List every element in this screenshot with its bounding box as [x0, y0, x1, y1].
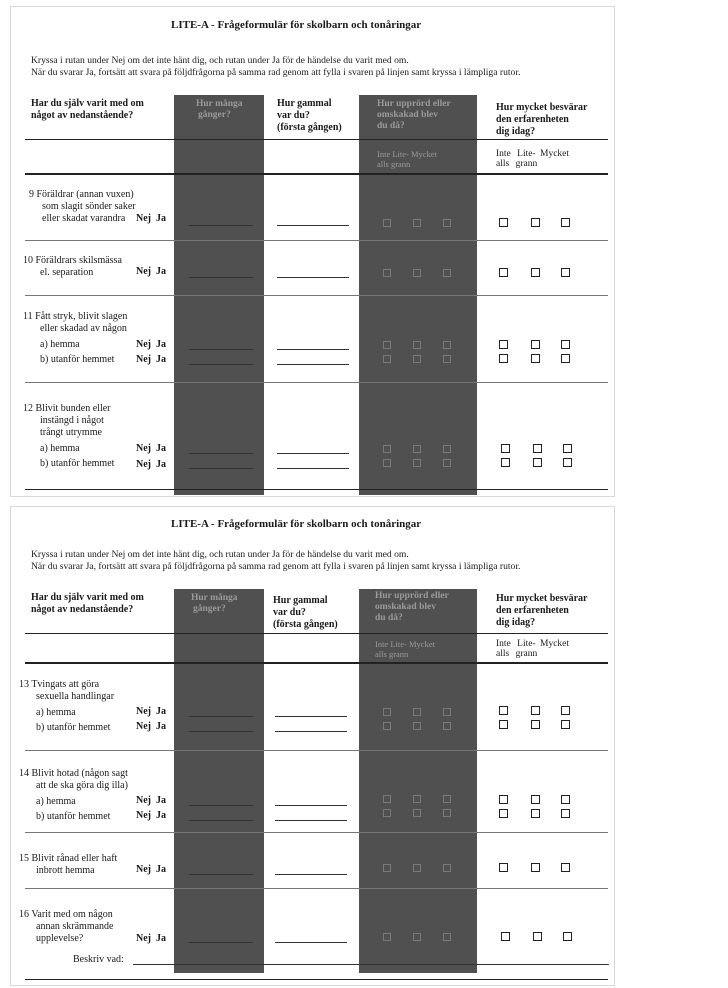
scale-label: Lite- [517, 149, 536, 159]
question-line: sexuella handlingar [36, 691, 115, 702]
nej-label: Nej [136, 339, 151, 350]
question-line: a) hemma [40, 339, 80, 350]
q11a-times-line[interactable] [189, 349, 253, 350]
question-line: annan skrämmande [36, 921, 114, 932]
header-divider-thick [25, 173, 608, 175]
question-line: 15 Blivit rånad eller haft [19, 853, 118, 864]
header-divider [25, 139, 608, 140]
scale-label: alls [377, 159, 389, 169]
ja-label: Ja [156, 443, 166, 454]
ja-label: Ja [156, 706, 166, 717]
q14b-upset-checkbox[interactable] [413, 809, 421, 817]
header-line: den erfarenheten [496, 114, 569, 125]
ja-label: Ja [156, 795, 166, 806]
q10-age-line[interactable] [277, 277, 349, 278]
q9-bother-checkbox[interactable] [561, 218, 570, 227]
question-line: a) hemma [36, 707, 76, 718]
nej-label: Nej [136, 864, 151, 875]
question-line: 14 Blivit hotad (någon sagt [19, 768, 128, 779]
scale-label: alls [496, 649, 510, 659]
shaded-column-times [174, 589, 264, 973]
header-line: omskakad blev [377, 110, 438, 120]
q14a-bother-checkbox[interactable] [499, 795, 508, 804]
q12a-bother-checkbox[interactable] [533, 444, 542, 453]
ja-label: Ja [156, 864, 166, 875]
q12b-bother-checkbox[interactable] [533, 458, 542, 467]
nej-label: Nej [136, 354, 151, 365]
q13b-bother-checkbox[interactable] [531, 720, 540, 729]
q14b-bother-checkbox[interactable] [531, 809, 540, 818]
nej-label: Nej [136, 795, 151, 806]
question-line: b) utanför hemmet [36, 722, 111, 733]
question-line: 13 Tvingats att göra [19, 679, 100, 690]
question-line: upplevelse? [36, 933, 84, 944]
q12a-nej-ja [136, 443, 166, 454]
q14b-upset-checkbox[interactable] [383, 809, 391, 817]
ja-label: Ja [156, 354, 166, 365]
header-line: Hur mycket besvärar [496, 102, 588, 113]
q9-bother-checkbox[interactable] [499, 218, 508, 227]
q15-upset-checkbox[interactable] [443, 864, 451, 872]
q15-upset-checkbox[interactable] [413, 864, 421, 872]
q9-nej-ja [136, 213, 166, 224]
header-line: var du? [277, 110, 310, 121]
header-line: något av nedanstående? [31, 110, 134, 121]
q15-times-line[interactable] [189, 874, 253, 875]
q11b-upset-checkbox[interactable] [383, 355, 391, 363]
scale-label: Lite- [517, 639, 536, 649]
q11a-upset-checkbox[interactable] [413, 341, 421, 349]
q13a-age-line[interactable] [275, 716, 347, 717]
ja-label: Ja [156, 339, 166, 350]
q14a-bother-checkbox[interactable] [531, 795, 540, 804]
q15-bother-checkbox[interactable] [531, 863, 540, 872]
q9-times-line[interactable] [189, 225, 253, 226]
q14b-bother-checkbox[interactable] [561, 809, 570, 818]
question-9-text [29, 189, 136, 225]
q13b-bother-checkbox[interactable] [561, 720, 570, 729]
scale-label: Mycket [540, 149, 570, 159]
row-divider [25, 832, 608, 833]
question-15-text [19, 853, 117, 877]
header-bother-today [496, 102, 587, 138]
header-line: Hur många [196, 99, 243, 109]
q14b-bother-checkbox[interactable] [499, 809, 508, 818]
questionnaire-page-2 [10, 506, 615, 986]
scale-label: Mycket [411, 149, 437, 159]
nej-label: Nej [136, 706, 151, 717]
form-title: LITE-A - Frågeformulär för skolbarn och tonåringar [171, 518, 422, 530]
q11b-upset-checkbox[interactable] [413, 355, 421, 363]
instruction-line-2: När du svarar Ja, fortsätt att svara på följdfrågorna på samma rad genom att fylla i svaren på linjen samt kryssa i lämpliga rutor. [31, 67, 521, 78]
scale-label: Mycket [540, 639, 570, 649]
header-line: något av nedanstående? [31, 604, 134, 615]
q16-nej-ja [136, 933, 166, 944]
q11b-bother-checkbox[interactable] [531, 354, 540, 363]
q16-upset-checkbox[interactable] [383, 933, 391, 941]
q13a-bother-checkbox[interactable] [531, 706, 540, 715]
q12b-bother-checkbox[interactable] [563, 458, 572, 467]
q11a-bother-checkbox[interactable] [499, 340, 508, 349]
q10-upset-checkbox[interactable] [443, 269, 451, 277]
question-line: 11 Fått stryk, blivit slagen [23, 311, 128, 322]
q16-upset-checkbox[interactable] [443, 933, 451, 941]
nej-label: Nej [136, 933, 151, 944]
bother-scale-labels [496, 149, 569, 169]
question-line: 12 Blivit bunden eller [23, 403, 111, 414]
question-16-text [19, 909, 113, 945]
row-divider [25, 382, 608, 383]
header-line: Har du själv varit med om [31, 592, 144, 603]
q11b-bother-checkbox[interactable] [561, 354, 570, 363]
q13a-bother-checkbox[interactable] [561, 706, 570, 715]
header-how-many [191, 593, 238, 615]
ja-label: Ja [156, 266, 166, 277]
scale-label: grann [390, 159, 411, 169]
question-12-text [23, 403, 114, 470]
q14b-upset-checkbox[interactable] [443, 809, 451, 817]
scale-label: Inte [377, 149, 391, 159]
scale-label: Lite- [390, 639, 407, 649]
footer-divider [25, 489, 608, 490]
scale-label: Inte [496, 639, 511, 649]
q9-bother-checkbox[interactable] [531, 218, 540, 227]
scale-label: alls [375, 649, 387, 659]
q14b-age-line[interactable] [275, 820, 347, 821]
q10-bother-checkbox[interactable] [499, 268, 508, 277]
ja-label: Ja [156, 459, 166, 470]
q9-upset-checkbox[interactable] [383, 219, 391, 227]
question-line: att de ska göra dig illa) [36, 780, 128, 791]
q11b-upset-checkbox[interactable] [443, 355, 451, 363]
q13a-upset-checkbox[interactable] [413, 708, 421, 716]
q15-upset-checkbox[interactable] [383, 864, 391, 872]
header-line: gånger? [193, 604, 226, 614]
q11a-bother-checkbox[interactable] [531, 340, 540, 349]
q14a-times-line[interactable] [189, 805, 253, 806]
header-line: Hur gammal [273, 595, 328, 606]
header-line: (första gången) [273, 619, 338, 630]
header-how-old [277, 98, 342, 134]
header-line: omskakad blev [375, 602, 436, 612]
q15-bother-checkbox[interactable] [499, 863, 508, 872]
q10-upset-checkbox[interactable] [383, 269, 391, 277]
header-line: Hur mycket besvärar [496, 593, 588, 604]
describe-line[interactable] [133, 964, 609, 965]
q12b-upset-checkbox[interactable] [413, 459, 421, 467]
header-line: du då? [375, 613, 403, 623]
header-bother-today [496, 593, 587, 629]
q15-nej-ja [136, 864, 166, 875]
q9-upset-checkbox[interactable] [413, 219, 421, 227]
q13b-nej-ja [136, 721, 166, 732]
nej-label: Nej [136, 213, 151, 224]
q12b-upset-checkbox[interactable] [443, 459, 451, 467]
q13a-upset-checkbox[interactable] [383, 708, 391, 716]
question-line: el. separation [40, 267, 94, 278]
q12b-times-line[interactable] [189, 468, 253, 469]
q11a-upset-checkbox[interactable] [383, 341, 391, 349]
question-line: eller skadat varandra [42, 213, 126, 224]
q11a-nej-ja [136, 339, 166, 350]
row-divider [25, 295, 608, 296]
scale-label: alls [496, 159, 510, 169]
question-line: trångt utrymme [40, 427, 102, 438]
q9-age-line[interactable] [277, 225, 349, 226]
scale-label: Lite- [392, 149, 409, 159]
scale-label: Inte [375, 639, 389, 649]
header-how-many [196, 99, 243, 121]
q14a-age-line[interactable] [275, 805, 347, 806]
q14a-nej-ja [136, 795, 166, 806]
q13a-nej-ja [136, 706, 166, 717]
header-divider-thick [25, 662, 608, 664]
instruction-line-1: Kryssa i rutan under Nej om det inte hänt dig, och rutan under Ja för de händelse du varit med om. [31, 549, 409, 560]
header-line: var du? [273, 607, 306, 618]
q16-bother-checkbox[interactable] [563, 932, 572, 941]
q13a-bother-checkbox[interactable] [499, 706, 508, 715]
ja-label: Ja [156, 213, 166, 224]
question-line: eller skadad av någon [40, 323, 127, 334]
header-line: (första gången) [277, 122, 342, 133]
question-line: 10 Föräldrars skilsmässa [23, 255, 122, 266]
question-line: 9 Föräldrar (annan vuxen) [29, 189, 134, 200]
q12a-bother-checkbox[interactable] [501, 444, 510, 453]
q14a-upset-checkbox[interactable] [413, 795, 421, 803]
q14a-upset-checkbox[interactable] [383, 795, 391, 803]
ja-label: Ja [156, 810, 166, 821]
question-line: 16 Varit med om någon [19, 909, 113, 920]
q13b-upset-checkbox[interactable] [443, 722, 451, 730]
q12a-times-line[interactable] [189, 453, 253, 454]
question-line: som slagit sönder saker [42, 201, 136, 212]
q11b-nej-ja [136, 354, 166, 365]
question-line: a) hemma [36, 796, 76, 807]
q13b-age-line[interactable] [275, 731, 347, 732]
q14a-bother-checkbox[interactable] [561, 795, 570, 804]
q16-bother-checkbox[interactable] [501, 932, 510, 941]
q12b-bother-checkbox[interactable] [501, 458, 510, 467]
question-line: a) hemma [40, 443, 80, 454]
footer-divider [25, 979, 608, 980]
row-divider [25, 750, 608, 751]
header-line: Har du själv varit med om [31, 98, 144, 109]
row-divider [25, 888, 608, 889]
q12b-nej-ja [136, 459, 166, 470]
q13a-times-line[interactable] [189, 716, 253, 717]
question-line: instängd i något [40, 415, 104, 426]
q10-bother-checkbox[interactable] [561, 268, 570, 277]
q11a-upset-checkbox[interactable] [443, 341, 451, 349]
q13b-times-line[interactable] [189, 731, 253, 732]
header-line: du då? [377, 121, 405, 131]
q12a-bother-checkbox[interactable] [563, 444, 572, 453]
q14b-times-line[interactable] [189, 820, 253, 821]
q11a-bother-checkbox[interactable] [561, 340, 570, 349]
q15-bother-checkbox[interactable] [561, 863, 570, 872]
q12b-upset-checkbox[interactable] [383, 459, 391, 467]
bother-scale-labels [496, 639, 569, 659]
q16-upset-checkbox[interactable] [413, 933, 421, 941]
nej-label: Nej [136, 721, 151, 732]
q11b-bother-checkbox[interactable] [499, 354, 508, 363]
header-line: Hur många [191, 593, 238, 603]
header-line: Hur upprörd eller [375, 591, 449, 601]
question-line: b) utanför hemmet [40, 458, 115, 469]
question-11-text [23, 311, 127, 366]
header-how-upset [377, 99, 451, 132]
question-13-text [19, 679, 114, 734]
q13b-bother-checkbox[interactable] [499, 720, 508, 729]
q11a-age-line[interactable] [277, 349, 349, 350]
header-experienced [31, 98, 144, 122]
ja-label: Ja [156, 721, 166, 732]
header-line: Hur gammal [277, 98, 332, 109]
q13a-upset-checkbox[interactable] [443, 708, 451, 716]
q15-age-line[interactable] [275, 874, 347, 875]
instruction-line-2: När du svarar Ja, fortsätt att svara på följdfrågorna på samma rad genom att fylla i svaren på linjen samt kryssa i lämpliga rutor. [31, 561, 521, 572]
q16-bother-checkbox[interactable] [533, 932, 542, 941]
q12a-upset-checkbox[interactable] [383, 445, 391, 453]
nej-label: Nej [136, 443, 151, 454]
q12b-age-line[interactable] [277, 468, 349, 469]
q13b-upset-checkbox[interactable] [413, 722, 421, 730]
form-title: LITE-A - Frågeformulär för skolbarn och tonåringar [171, 19, 422, 31]
q11b-age-line[interactable] [277, 364, 349, 365]
q14b-nej-ja [136, 810, 166, 821]
header-line: dig idag? [496, 617, 536, 628]
scale-label: grann [388, 649, 409, 659]
q16-age-line[interactable] [275, 942, 347, 943]
header-line: dig idag? [496, 126, 536, 137]
header-experienced [31, 592, 144, 616]
scale-label: grann [515, 649, 538, 659]
q14a-upset-checkbox[interactable] [443, 795, 451, 803]
question-10-text [23, 255, 122, 279]
questionnaire-page-1 [10, 6, 615, 497]
q10-upset-checkbox[interactable] [413, 269, 421, 277]
q16-times-line[interactable] [189, 942, 253, 943]
q10-bother-checkbox[interactable] [531, 268, 540, 277]
header-divider [25, 633, 608, 634]
q11b-times-line[interactable] [189, 364, 253, 365]
ja-label: Ja [156, 933, 166, 944]
question-line: b) utanför hemmet [36, 811, 111, 822]
header-line: Hur upprörd eller [377, 99, 451, 109]
scale-label: Mycket [409, 639, 435, 649]
question-line: b) utanför hemmet [40, 354, 115, 365]
question-14-text [19, 768, 128, 823]
q12a-age-line[interactable] [277, 453, 349, 454]
q12a-upset-checkbox[interactable] [413, 445, 421, 453]
nej-label: Nej [136, 459, 151, 470]
question-line: inbrott hemma [36, 865, 95, 876]
row-divider [25, 240, 608, 241]
q12a-upset-checkbox[interactable] [443, 445, 451, 453]
nej-label: Nej [136, 810, 151, 821]
header-how-old [273, 595, 338, 631]
scale-label: Inte [496, 149, 511, 159]
q10-times-line[interactable] [189, 277, 253, 278]
header-line: den erfarenheten [496, 605, 569, 616]
describe-label: Beskriv vad: [73, 954, 124, 965]
header-how-upset [375, 591, 449, 624]
instruction-line-1: Kryssa i rutan under Nej om det inte hänt dig, och rutan under Ja för de händelse du varit med om. [31, 55, 409, 66]
header-line: gånger? [198, 110, 231, 120]
q13b-upset-checkbox[interactable] [383, 722, 391, 730]
nej-label: Nej [136, 266, 151, 277]
scale-label: grann [515, 159, 538, 169]
upset-scale-labels [377, 149, 437, 169]
q9-upset-checkbox[interactable] [443, 219, 451, 227]
upset-scale-labels [375, 639, 435, 659]
q10-nej-ja [136, 266, 166, 277]
